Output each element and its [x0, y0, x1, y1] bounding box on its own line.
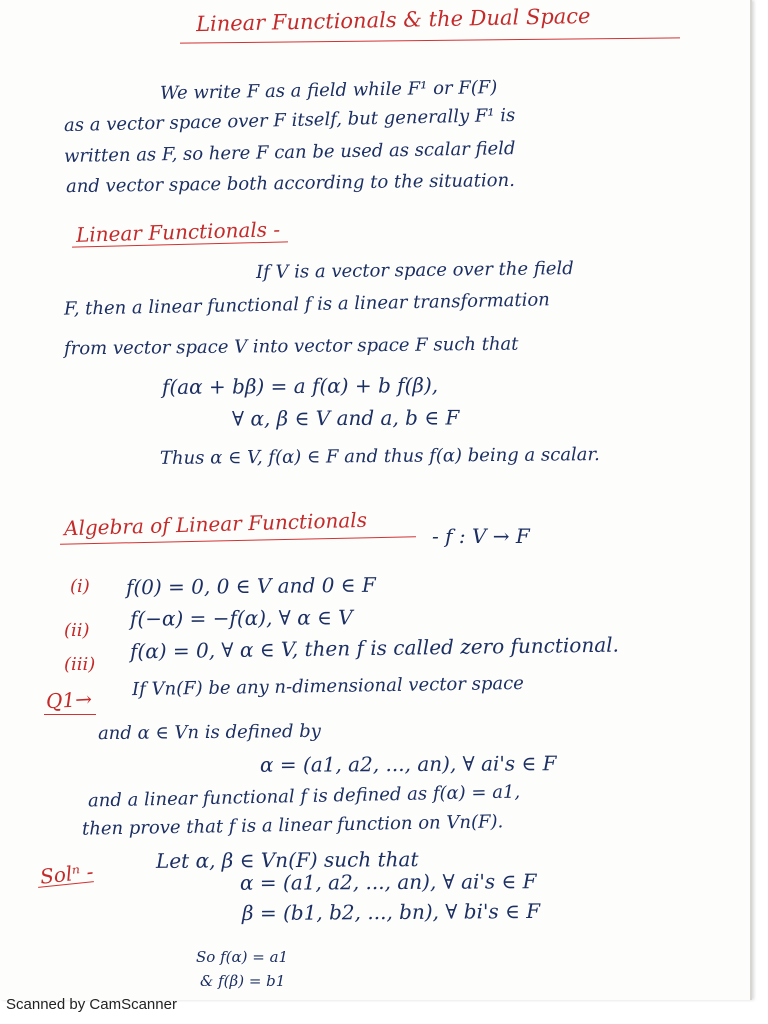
lf-line-3: from vector space V into vector space F such that — [63, 333, 519, 360]
page-title: Linear Functionals & the Dual Space — [195, 3, 591, 37]
question-line-4: and a linear functional f is defined as f(α) = a1, — [87, 781, 521, 812]
question-line-3: α = (a1, a2, ..., an), ∀ ai's ∈ F — [259, 751, 557, 777]
functional-mapping: - f : V → F — [432, 524, 530, 548]
question-underline — [44, 714, 96, 715]
item-text-ii: f(−α) = −f(α), ∀ α ∈ V — [129, 605, 353, 631]
scalar-conclusion: Thus α ∈ V, f(α) ∈ F and thus f(α) being a scalar. — [159, 444, 600, 469]
solution-line-4: So f(α) = a1 — [196, 948, 289, 966]
solution-label: Solⁿ - — [38, 859, 95, 889]
intro-line-2: as a vector space over F itself, but generally F¹ is — [63, 104, 516, 137]
item-text-i: f(0) = 0, 0 ∈ V and 0 ∈ F — [125, 572, 376, 600]
solution-line-2: α = (a1, a2, ..., an), ∀ ai's ∈ F — [239, 869, 537, 895]
item-label-i: (i) — [70, 576, 90, 597]
lf-line-1: If V is a vector space over the field — [255, 258, 574, 283]
item-text-iii: f(α) = 0, ∀ α ∈ V, then f is called zero functional. — [129, 632, 620, 664]
algebra-heading: Algebra of Linear Functionals — [63, 507, 368, 541]
item-label-iii: (iii) — [64, 654, 96, 675]
question-line-5: then prove that f is a linear function on Vn(F). — [81, 811, 504, 840]
intro-line-3: written as F, so here F can be used as scalar field — [63, 138, 516, 167]
question-line-2: and α ∈ Vn is defined by — [97, 720, 321, 745]
intro-line-1: We write F as a field while F¹ or F(F) — [159, 77, 498, 104]
scanner-watermark: Scanned by CamScanner — [6, 996, 177, 1013]
linear-functionals-heading: Linear Functionals - — [75, 217, 281, 247]
linearity-condition: ∀ α, β ∈ V and a, b ∈ F — [231, 405, 460, 431]
linearity-equation: f(aα + bβ) = a f(α) + b f(β), — [161, 373, 439, 399]
solution-line-1: Let α, β ∈ Vn(F) such that — [155, 847, 419, 873]
lf-line-2: F, then a linear functional f is a linear transformation — [63, 289, 551, 320]
question-label: Q1→ — [45, 686, 93, 714]
solution-line-3: β = (b1, b2, ..., bn), ∀ bi's ∈ F — [241, 898, 541, 926]
item-label-ii: (ii) — [64, 620, 90, 641]
question-line-1: If Vn(F) be any n-dimensional vector space — [131, 672, 525, 701]
title-underline — [180, 37, 680, 43]
solution-line-5: & f(β) = b1 — [200, 972, 286, 990]
intro-line-4: and vector space both according to the situation. — [65, 169, 515, 198]
